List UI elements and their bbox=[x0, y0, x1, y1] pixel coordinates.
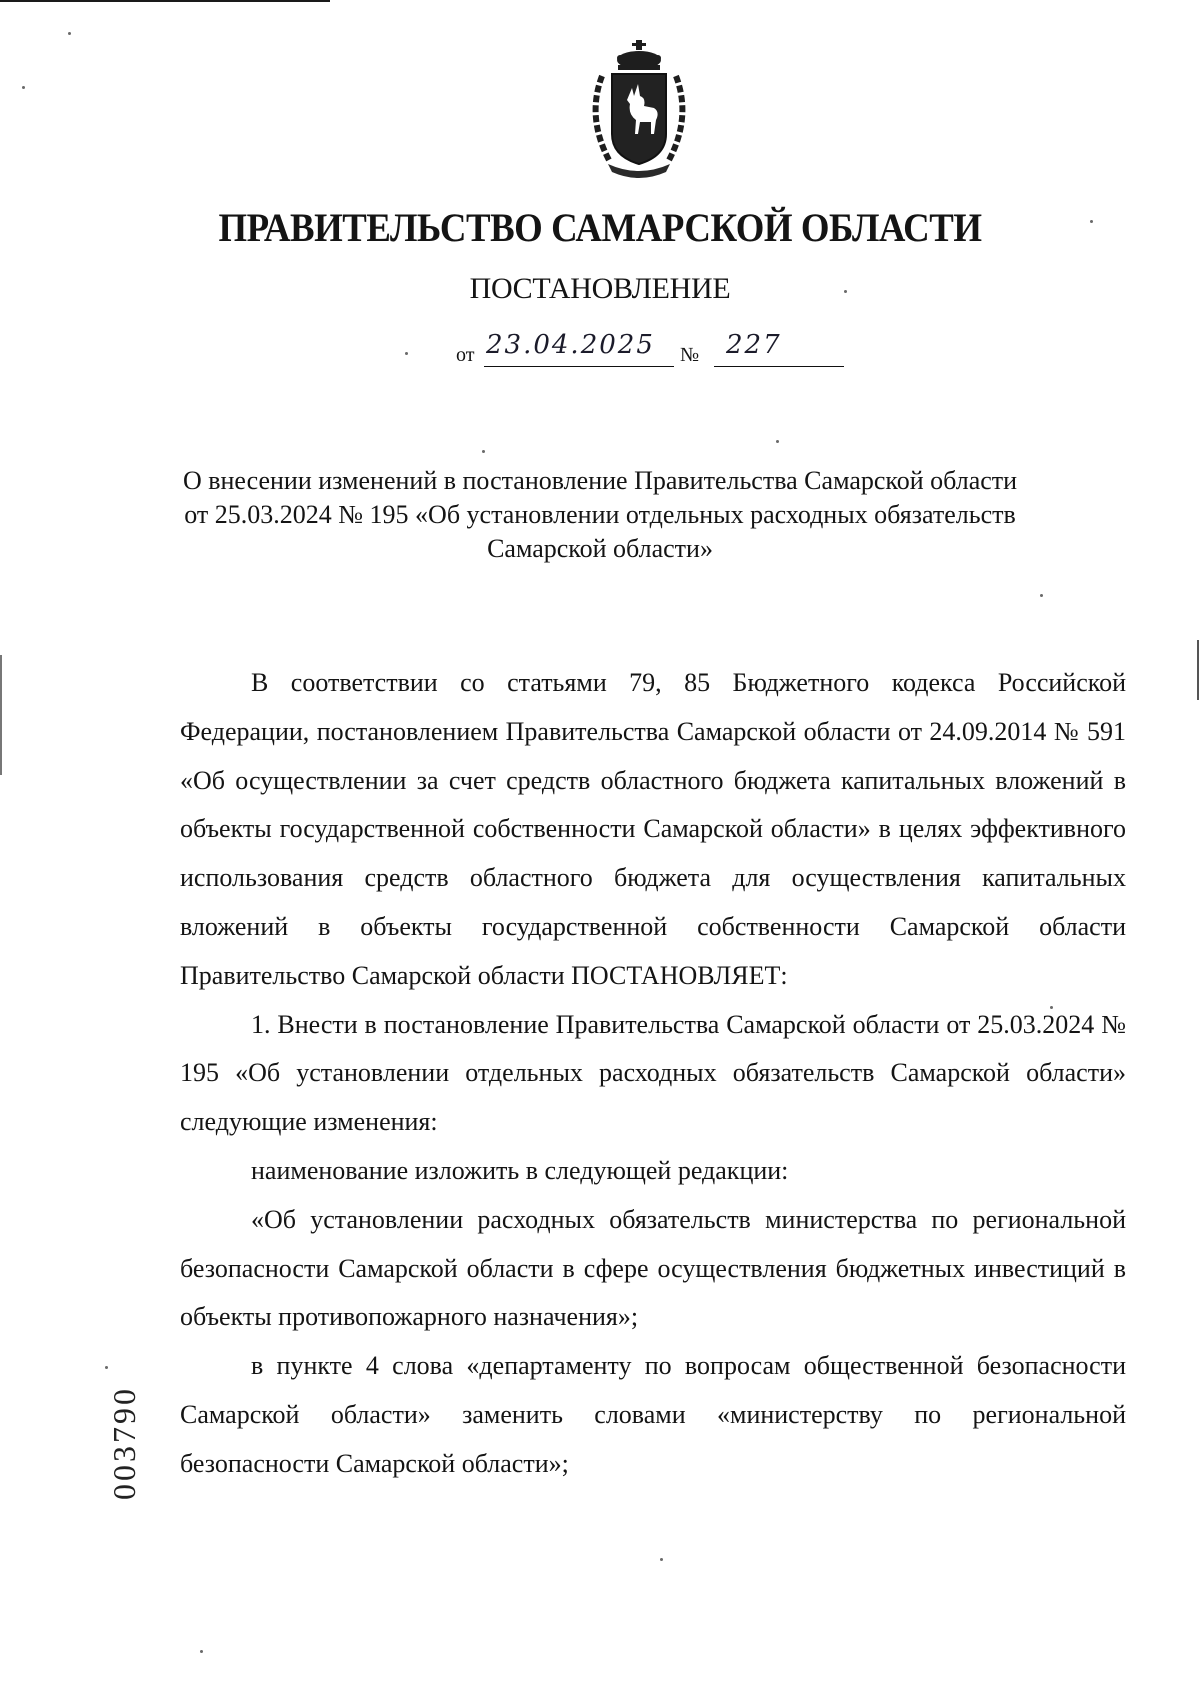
handwritten-date: 23.04.2025 bbox=[486, 330, 655, 360]
date-prefix: от bbox=[456, 344, 475, 366]
number-underline bbox=[714, 366, 844, 367]
scan-speck bbox=[200, 1650, 203, 1653]
scan-edge-left bbox=[0, 655, 2, 775]
scan-speck bbox=[1090, 220, 1093, 223]
scan-speck bbox=[482, 450, 485, 453]
document-type: ПОСТАНОВЛЕНИЕ bbox=[469, 272, 731, 305]
document-body bbox=[180, 659, 1126, 1489]
body-paragraph-preamble: В соответствии со статьями 79, 85 Бюджетного кодекса Российской Федерации, постановлением Правительства Самарской области от 24.09.2014 № 591 «Об осуществлении за счет средств областного бюджета капитальных вложений в объекты государственной собственности Самарской области» в целях эффективного использования средств областного бюджета для осуществления капитальных вложений в объекты государственной собственности Самарской области Правительство Самарской области ПОСТАНОВЛЯЕТ: bbox=[180, 668, 1126, 990]
coat-of-arms-icon bbox=[580, 38, 698, 178]
scan-edge-right bbox=[1197, 640, 1199, 700]
scan-speck bbox=[22, 86, 25, 89]
subject-line: О внесении изменений в постановление Правительства Самарской области bbox=[182, 466, 1018, 495]
scan-speck bbox=[68, 32, 71, 35]
scan-speck bbox=[844, 290, 847, 293]
handwritten-number: 227 bbox=[726, 330, 782, 360]
document-subject bbox=[150, 464, 1050, 566]
scan-speck bbox=[405, 352, 408, 355]
scan-edge-top bbox=[0, 0, 330, 2]
subject-line: Самарской области» bbox=[487, 534, 713, 563]
date-number-line bbox=[456, 330, 846, 370]
scan-speck bbox=[1050, 1006, 1053, 1009]
subject-line: от 25.03.2024 № 195 «Об установлении отдельных расходных обязательств bbox=[184, 500, 1016, 529]
body-paragraph-name-change: наименование изложить в следующей редакции: bbox=[251, 1155, 789, 1185]
government-title: ПРАВИТЕЛЬСТВО САМАРСКОЙ ОБЛАСТИ bbox=[218, 205, 982, 250]
registration-stamp: 003790 bbox=[106, 1386, 142, 1500]
body-paragraph-point-4: в пункте 4 слова «департаменту по вопросам общественной безопасности Самарской области» заменить словами «министерству по региональной безопасности Самарской области»; bbox=[180, 1351, 1126, 1478]
scan-speck bbox=[1040, 594, 1043, 597]
scan-speck bbox=[660, 1558, 663, 1561]
number-prefix: № bbox=[680, 344, 700, 366]
date-underline bbox=[484, 366, 674, 367]
scan-speck bbox=[105, 1366, 108, 1369]
body-paragraph-item-1: 1. Внести в постановление Правительства Самарской области от 25.03.2024 № 195 «Об установлении отдельных расходных обязательств Самарской области» следующие изменения: bbox=[180, 1009, 1126, 1137]
scan-speck bbox=[776, 440, 779, 443]
body-paragraph-new-title: «Об установлении расходных обязательств министерства по региональной безопасности Самарской области в сфере осуществления бюджетных инвестиций в объекты противопожарного назначения»; bbox=[180, 1204, 1126, 1332]
